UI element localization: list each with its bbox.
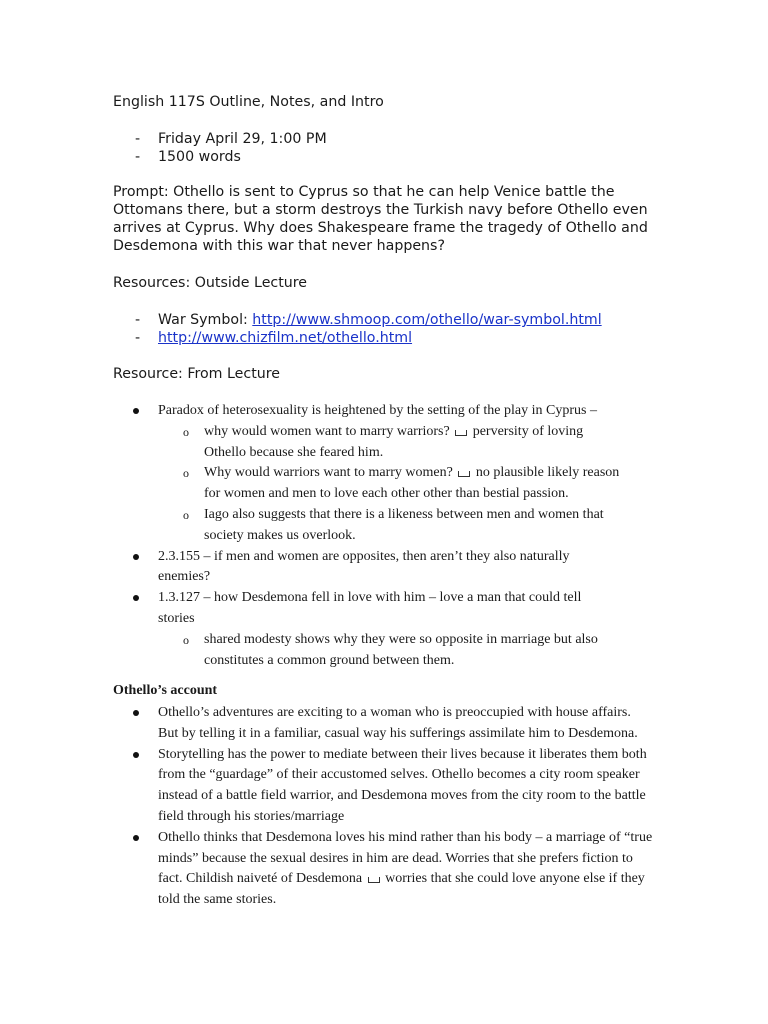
sub-list-item: o why would women want to marry warriors? perversity of loving Othello because she feared him. — [183, 423, 584, 460]
details-list — [113, 130, 653, 166]
list-item: - Friday April 29, 1:00 PM — [135, 131, 327, 147]
list-item: Storytelling has the power to mediate between their lives because it liberates them both from the “guardage” of their accustomed selves. Othello becomes a city room speaker instead of a battle field warrior, and Desdemona moves from the city room to the battle field through his stories/marriage — [113, 745, 658, 828]
account-points-list — [113, 703, 658, 911]
outside-links-list — [113, 311, 653, 347]
chizfilm-link[interactable]: http://www.chizfilm.net/othello.html — [158, 330, 413, 346]
circle-bullet-icon: o — [183, 632, 189, 647]
account-heading: Othello’s account — [113, 683, 218, 698]
dash-icon: - — [135, 330, 141, 346]
arrow-icon — [458, 471, 470, 477]
bullet-icon — [133, 752, 139, 758]
list-item: - 1500 words — [135, 149, 241, 165]
circle-bullet-icon: o — [183, 466, 189, 481]
bullet-icon — [133, 835, 139, 841]
prompt-paragraph: Prompt: Othello is sent to Cyprus so that he can help Venice battle the Ottomans there, but a storm destroys the Turkish navy before Othello even arrives at Cyprus. Why does Shakespeare frame the tragedy of Othello and Desdemona with this war that never happens? — [113, 184, 648, 254]
bullet-icon — [133, 554, 139, 560]
arrow-icon — [368, 877, 380, 883]
sub-list-item: o shared modesty shows why they were so opposite in marriage but also constitutes a common ground between them. — [183, 631, 598, 668]
list-item — [113, 329, 653, 347]
arrow-icon — [455, 430, 467, 436]
circle-bullet-icon: o — [183, 507, 189, 522]
list-item: Paradox of heterosexuality is heightened by the setting of the play in Cyprus – o why would women want to marry warriors? perversity of loving Othello because she feared him. o Why would warriors want to marry women? no plausible likely reason for women and men to love each other other than bestial passion. o Iago also suggests that there is a likeness between men and women that society makes us overlook. — [113, 401, 633, 547]
list-item: 2.3.155 – if men and women are opposites, then aren’t they also naturally enemies? — [113, 547, 588, 589]
sub-list-item: o Iago also suggests that there is a likeness between men and women that society makes us overlook. — [183, 506, 604, 543]
shmoop-link[interactable]: http://www.shmoop.com/othello/war-symbol.html — [252, 312, 602, 328]
lecture-points-list — [113, 401, 633, 671]
dash-icon: - — [135, 312, 141, 328]
sub-list-item: o Why would warriors want to marry women? no plausible likely reason for women and men to love each other other than bestial passion. — [183, 465, 620, 502]
bullet-icon — [133, 408, 139, 414]
list-item: 1.3.127 – how Desdemona fell in love with him – love a man that could tell stories o shared modesty shows why they were so opposite in marriage but also constitutes a common ground between them. — [113, 588, 603, 671]
sub-list — [158, 422, 633, 547]
circle-bullet-icon: o — [183, 424, 189, 439]
list-item: Othello’s adventures are exciting to a woman who is preoccupied with house affairs. But by telling it in a familiar, casual way his sufferings assimilate him to Desdemona. — [113, 703, 638, 745]
dash-icon: - — [135, 131, 141, 147]
bullet-icon — [133, 595, 139, 601]
resource-lecture-heading: Resource: From Lecture — [113, 366, 280, 382]
dash-icon: - — [135, 149, 141, 165]
list-item: - War Symbol: http://www.shmoop.com/othello/war-symbol.html — [135, 312, 602, 328]
bullet-icon — [133, 710, 139, 716]
list-item: Othello thinks that Desdemona loves his mind rather than his body – a marriage of “true minds” because the sexual desires in him are dead. Worries that she prefers fiction to fact. Childish naiveté of Desdemona worries that she could love anyone else if they told the same stories. — [113, 828, 658, 911]
document-title: English 117S Outline, Notes, and Intro — [113, 94, 384, 110]
resources-outside-heading: Resources: Outside Lecture — [113, 275, 308, 291]
sub-list — [158, 630, 603, 672]
